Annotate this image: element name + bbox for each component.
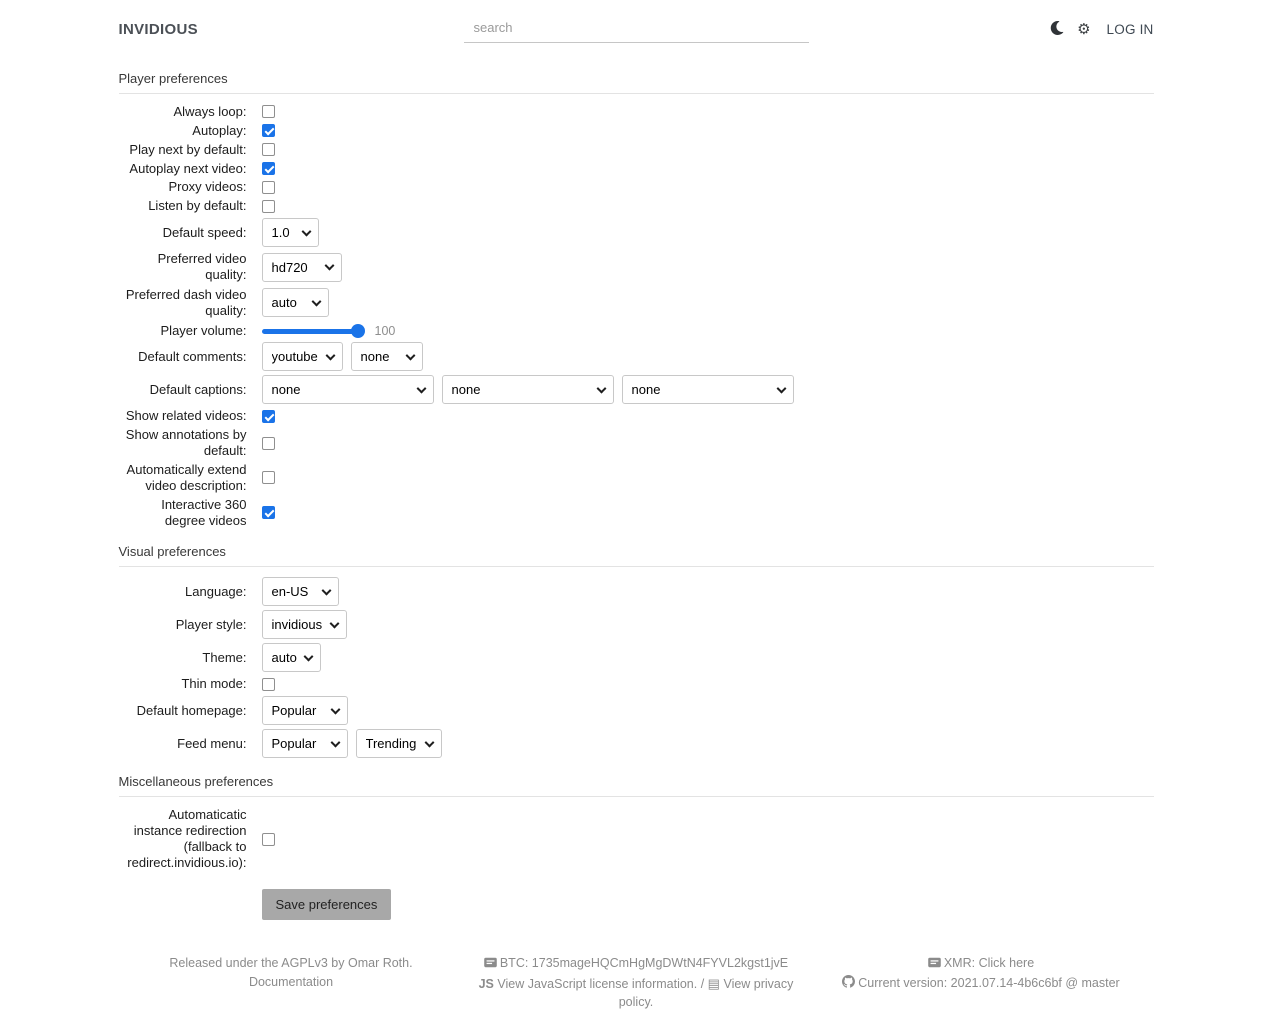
comments-select-1[interactable] [262,342,343,371]
thin-mode-checkbox[interactable] [262,678,275,691]
preferences-link[interactable] [1077,22,1090,37]
footer-left [119,954,464,1012]
pref-label: Show annotations by default: [125,427,247,459]
pref-label: Play next by default: [129,141,247,157]
always-loop-checkbox[interactable] [262,105,275,118]
player-style-select-wrap [262,610,347,639]
pref-label: Language: [185,584,247,600]
page-container [119,0,1154,1030]
slider-track [262,329,362,334]
header-right [809,21,1154,38]
pref-row-dash-quality [119,287,1154,319]
comments-select-2-wrap [351,342,423,371]
captions-select-2-wrap [442,375,614,404]
pref-label: Preferred dash video quality: [125,286,247,318]
pref-row-player-volume [119,323,1154,339]
related-videos-checkbox[interactable] [262,410,275,423]
visual-preferences-section [119,544,1154,758]
pref-row-proxy-videos [119,179,1154,195]
moon-icon [1050,21,1064,38]
default-homepage-select-wrap [262,696,348,725]
language-select[interactable] [262,577,339,606]
search-area [464,15,809,43]
default-homepage-select[interactable] [262,696,348,725]
license-text: Released under the AGPLv3 by Omar Roth. [169,955,413,970]
feed-menu-select-1[interactable] [262,729,348,758]
pref-row-default-homepage [119,696,1154,725]
default-speed-select[interactable] [262,218,319,247]
player-volume-value: 100 [374,323,396,338]
pref-label: Default speed: [162,224,247,240]
brand-logo-link[interactable]: INVIDIOUS [118,20,198,38]
pref-row-extend-description [119,462,1154,494]
comments-select-2[interactable] [351,342,423,371]
pref-label: Autoplay next video: [129,160,247,176]
pref-label: Proxy videos: [168,179,247,195]
gear-icon: ⚙ [1077,20,1091,38]
version-text: Current version: 2021.07.14-4b6c6bf @ master [858,975,1120,990]
pref-row-theme [119,643,1154,672]
pref-row-default-speed [119,218,1154,247]
js-license-link[interactable]: View JavaScript license information. [497,976,698,991]
search-input[interactable] [464,15,809,43]
pref-label: Player volume: [160,322,247,338]
login-link[interactable]: LOG IN [1106,21,1154,37]
instance-redirect-checkbox[interactable] [262,833,275,846]
language-select-wrap [262,577,339,606]
pref-label: Player style: [175,617,247,633]
dark-mode-toggle[interactable] [1050,21,1064,38]
pref-row-annotations [119,427,1154,459]
misc-preferences-section [119,774,1154,870]
footer-right [809,954,1154,1012]
pref-row-related-videos [119,408,1154,424]
footer-middle [464,954,809,1012]
feed-menu-select-2[interactable] [356,729,442,758]
comments-select-1-wrap [262,342,343,371]
documentation-link[interactable]: Documentation [248,974,334,989]
captions-select-3-wrap [622,375,794,404]
footer [119,954,1154,1030]
pref-label: Preferred video quality: [157,251,247,283]
xmr-label: XMR: [943,955,979,970]
pref-row-interactive-360 [119,497,1154,529]
money-icon [928,955,941,974]
pref-label: Theme: [202,650,247,666]
pref-row-video-quality [119,251,1154,283]
pref-row-default-captions [119,375,1154,404]
pref-row-language [119,577,1154,606]
captions-select-2[interactable] [442,375,614,404]
feed-menu-select-1-wrap [262,729,348,758]
save-preferences-button[interactable]: Save preferences [262,889,392,920]
save-row [119,889,1154,920]
pref-row-feed-menu [119,729,1154,758]
captions-select-1[interactable] [262,375,434,404]
pref-row-play-next [119,142,1154,158]
btc-address: BTC: 1735mageHQCmHgMgDWtN4FYVL2kgst1jvE [499,955,789,970]
pref-row-instance-redirect [119,807,1154,870]
interactive-360-checkbox[interactable] [262,506,275,519]
pref-label: Always loop: [173,104,247,119]
document-icon: ▤ [707,975,720,991]
pref-row-player-style [119,610,1154,639]
default-speed-select-wrap [262,218,319,247]
autoplay-next-checkbox[interactable] [262,162,275,175]
dash-quality-select[interactable] [262,288,329,317]
pref-row-listen [119,198,1154,214]
video-quality-select-wrap [262,253,342,282]
listen-by-default-checkbox[interactable] [262,200,275,213]
xmr-link[interactable]: Click here [978,955,1035,970]
pref-row-autoplay [119,123,1154,139]
pref-label: Thin mode: [181,676,247,692]
autoplay-checkbox[interactable] [262,124,275,137]
pref-label: Default homepage: [136,702,247,718]
annotations-checkbox[interactable] [262,437,275,450]
theme-select-wrap [262,643,321,672]
extend-description-checkbox[interactable] [262,471,275,484]
video-quality-select[interactable] [262,253,342,282]
player-preferences-section [119,71,1154,528]
captions-select-3[interactable] [622,375,794,404]
pref-row-always-loop [119,104,1154,120]
slider-thumb[interactable] [351,324,365,338]
pref-label: Automaticatic instance redirection (fallback to redirect.invidious.io): [127,807,247,870]
feed-menu-select-2-wrap [356,729,442,758]
section-title: Visual preferences [119,544,1154,567]
pref-label: Show related videos: [125,408,247,424]
play-next-checkbox[interactable] [262,143,275,156]
section-title: Miscellaneous preferences [119,774,1154,797]
theme-select[interactable] [262,643,321,672]
pref-label: Default comments: [138,349,247,365]
pref-row-thin-mode [119,676,1154,692]
captions-select-1-wrap [262,375,434,404]
top-navbar [119,0,1154,55]
pref-label: Feed menu: [177,735,247,751]
pref-label: Listen by default: [148,198,247,214]
github-icon [842,975,855,994]
privacy-policy-link[interactable]: View privacy policy. [618,976,794,1010]
pref-row-autoplay-next [119,161,1154,177]
money-icon [484,955,497,974]
proxy-videos-checkbox[interactable] [262,181,275,194]
dash-quality-select-wrap [262,288,329,317]
pref-label: Interactive 360 degree videos [161,496,247,528]
player-volume-slider[interactable] [262,324,362,338]
footer-separator: / [697,976,708,991]
section-title: Player preferences [119,71,1154,94]
brand-area [119,21,464,38]
pref-row-default-comments [119,342,1154,371]
pref-label: Default captions: [149,382,247,398]
js-icon: JS [478,976,494,991]
pref-label: Autoplay: [192,122,247,138]
player-style-select[interactable] [262,610,347,639]
pref-label: Automatically extend video description: [126,462,247,493]
